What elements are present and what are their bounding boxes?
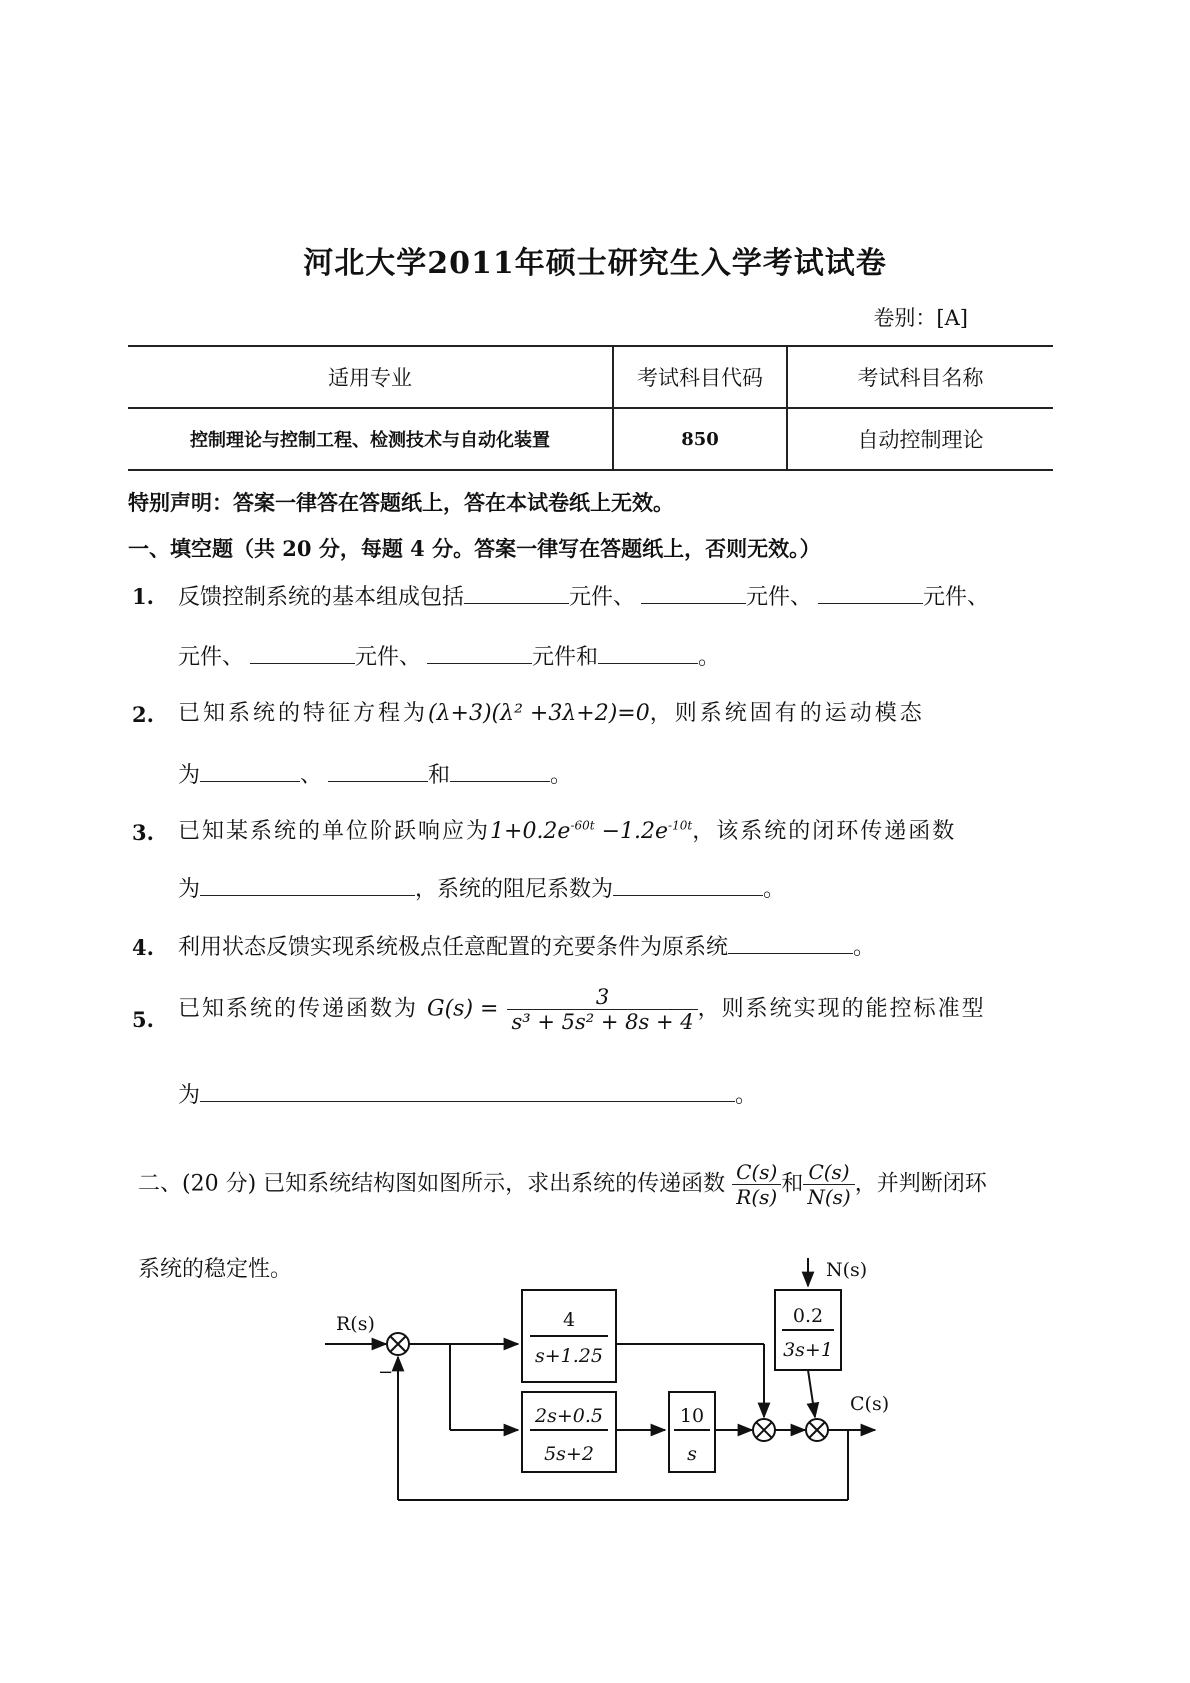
- paper-type: 卷别：[A]: [873, 306, 968, 330]
- disturbance-label: N(s): [826, 1259, 868, 1281]
- block2-numerator: 2s+0.5: [535, 1405, 603, 1427]
- q2-number: 2.: [132, 702, 154, 727]
- block3-numerator: 10: [679, 1405, 705, 1427]
- q5-number: 5.: [132, 1007, 154, 1032]
- q4-number: 4.: [132, 935, 154, 960]
- cell-major: 控制理论与控制工程、检测技术与自动化装置: [128, 408, 613, 470]
- q5-line2: 为 。: [178, 1078, 757, 1109]
- section1-heading: 一、填空题（共 20 分，每题 4 分。答案一律写在答题纸上，否则无效。）: [128, 536, 821, 561]
- q1-line2: 元件、 元件、 元件和 。: [178, 640, 720, 671]
- block3-denominator: s: [687, 1443, 697, 1465]
- special-notice: 特别声明：答案一律答在答题纸上，答在本试卷纸上无效。: [128, 490, 674, 515]
- q3-equation: $1+0.2e^{-60t} -1.2e^{-10t}$: [490, 818, 693, 844]
- q2-equation: (λ+3)(λ² +3λ+2)=0: [428, 701, 650, 726]
- q3-number: 3.: [132, 820, 154, 845]
- transfer-fraction-cr: $\frac{C(s)}{R(s)}$: [732, 1160, 781, 1209]
- section2-line2: 系统的稳定性。: [138, 1257, 293, 1282]
- header-major: 适用专业: [128, 346, 613, 408]
- block4-denominator: 3s+1: [783, 1339, 833, 1361]
- output-label: C(s): [850, 1393, 890, 1415]
- cell-name: 自动控制理论: [787, 408, 1053, 470]
- q3-line2: 为 ，系统的阻尼系数为 。: [178, 872, 785, 903]
- cell-code: 850: [613, 408, 787, 470]
- q4-line: 利用状态反馈实现系统极点任意配置的充要条件为原系统 。: [178, 930, 875, 961]
- block2-denominator: 5s+2: [544, 1443, 594, 1465]
- input-label: R(s): [336, 1313, 375, 1335]
- minus-sign: −: [378, 1362, 394, 1383]
- header-code: 考试科目代码: [613, 346, 787, 408]
- q2-line1: 已知系统的特征方程为(λ+3)(λ² +3λ+2)=0，则系统固有的运动模态: [178, 701, 925, 726]
- block1-numerator: 4: [562, 1309, 576, 1331]
- header-name: 考试科目名称: [787, 346, 1053, 408]
- q2-line2: 为 、 和 。: [178, 758, 572, 789]
- q1-number: 1.: [132, 584, 154, 609]
- block4-numerator: 0.2: [792, 1305, 824, 1327]
- transfer-fraction-cn: $\frac{C(s)}{N(s)}$: [803, 1160, 854, 1209]
- section2-line1: 二、(20 分) 已知系统结构图如图所示，求出系统的传递函数 $\frac{C(s)}{R(s)}$ 和 $\frac{C(s)}{N(s)}$ ，并判断闭环: [138, 1160, 987, 1209]
- q1-line1: 反馈控制系统的基本组成包括 元件、 元件、 元件、: [178, 580, 989, 611]
- q5-line1: 已知系统的传递函数为 G(s) = $\frac{3}{\text{s³ + 5s² + 8s + 4}}$ ，则系统实现的能控标准型: [178, 985, 986, 1034]
- q3-line1: 已知某系统的单位阶跃响应为$1+0.2e^{-60t} -1.2e^{-10t}$，该系统的闭环传递函数: [178, 818, 957, 844]
- block1-denominator: s+1.25: [535, 1345, 603, 1367]
- exam-title: 河北大学2011年硕士研究生入学考试试卷: [303, 246, 887, 281]
- q5-transfer-function: $\frac{3}{\text{s³ + 5s² + 8s + 4}}$: [507, 985, 697, 1034]
